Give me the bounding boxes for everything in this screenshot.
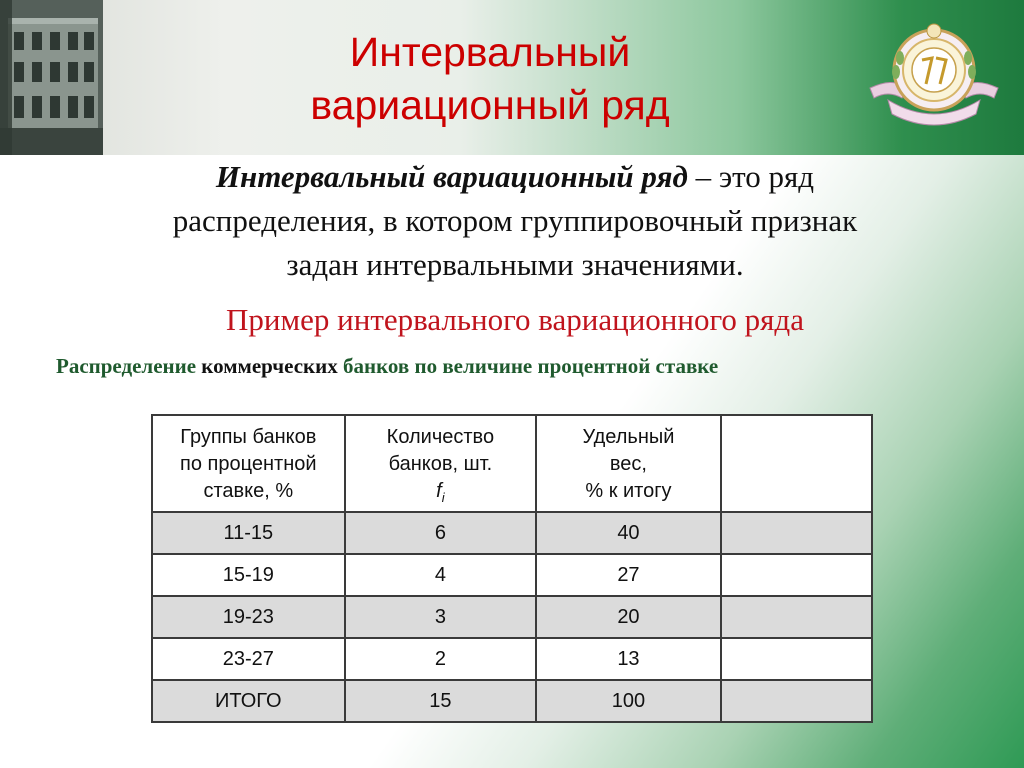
header-groups: [152, 415, 345, 512]
cell-empty: [721, 596, 872, 638]
caption-part-2: коммерческих: [201, 354, 338, 378]
cell-count: 2: [345, 638, 537, 680]
frequency-symbol: [346, 478, 536, 511]
header-groups-line: Группы банков: [180, 426, 317, 448]
header-share: [536, 415, 721, 512]
slide-title: [180, 26, 800, 132]
header-groups-line: ставке, %: [203, 480, 294, 502]
header-share-line: % к итогу: [585, 480, 672, 502]
definition-text: [60, 155, 970, 287]
cell-total-label: ИТОГО: [152, 680, 345, 722]
cell-count: 4: [345, 554, 537, 596]
title-line-2: вариационный ряд: [310, 82, 670, 128]
cell-count: 6: [345, 512, 537, 554]
cell-total-share: 100: [536, 680, 721, 722]
cell-share: 13: [536, 638, 721, 680]
cell-interval: 11-15: [152, 512, 345, 554]
cell-count: 3: [345, 596, 537, 638]
building-photo: [0, 0, 103, 155]
cell-total-count: 15: [345, 680, 537, 722]
header-count: [345, 415, 537, 512]
cell-share: 40: [536, 512, 721, 554]
header-count-line: банков, шт.: [388, 453, 493, 475]
table-row: [152, 596, 872, 638]
example-heading: Пример интервального вариационного ряда: [226, 302, 804, 337]
definition-line-1: [60, 155, 970, 199]
cell-interval: 15-19: [152, 554, 345, 596]
table-row: [152, 554, 872, 596]
definition-line-1-rest: – это ряд: [687, 159, 815, 194]
table-total-row: [152, 680, 872, 722]
frequency-symbol-subscript: i: [441, 490, 445, 505]
cell-interval: 23-27: [152, 638, 345, 680]
table-row: [152, 512, 872, 554]
header-share-line: вес,: [609, 453, 647, 475]
cell-empty: [721, 554, 872, 596]
cell-empty: [721, 638, 872, 680]
cell-share: 20: [536, 596, 721, 638]
distribution-table: [151, 414, 873, 723]
title-line-1: Интервальный: [349, 29, 631, 75]
header-count-line: Количество: [386, 426, 495, 448]
cell-empty: [721, 680, 872, 722]
definition-line-2: распределения, в котором группировочный признак: [172, 203, 858, 238]
cell-empty: [721, 512, 872, 554]
table-header-row: [152, 415, 872, 512]
cell-share: 27: [536, 554, 721, 596]
caption-part-1: Распределение: [56, 354, 202, 378]
table-row: [152, 638, 872, 680]
defined-term: Интервальный вариационный ряд: [215, 159, 688, 194]
caption-part-3: банков по величине процентной ставке: [337, 354, 719, 378]
definition-line-3: задан интервальными значениями.: [286, 247, 744, 282]
header-share-line: Удельный: [582, 426, 675, 448]
frequency-symbol-letter: f: [436, 480, 442, 502]
table-caption: [56, 354, 1016, 379]
cell-interval: 19-23: [152, 596, 345, 638]
header-groups-line: по процентной: [180, 453, 317, 475]
header-empty: [721, 415, 872, 512]
university-emblem: [866, 18, 1002, 130]
